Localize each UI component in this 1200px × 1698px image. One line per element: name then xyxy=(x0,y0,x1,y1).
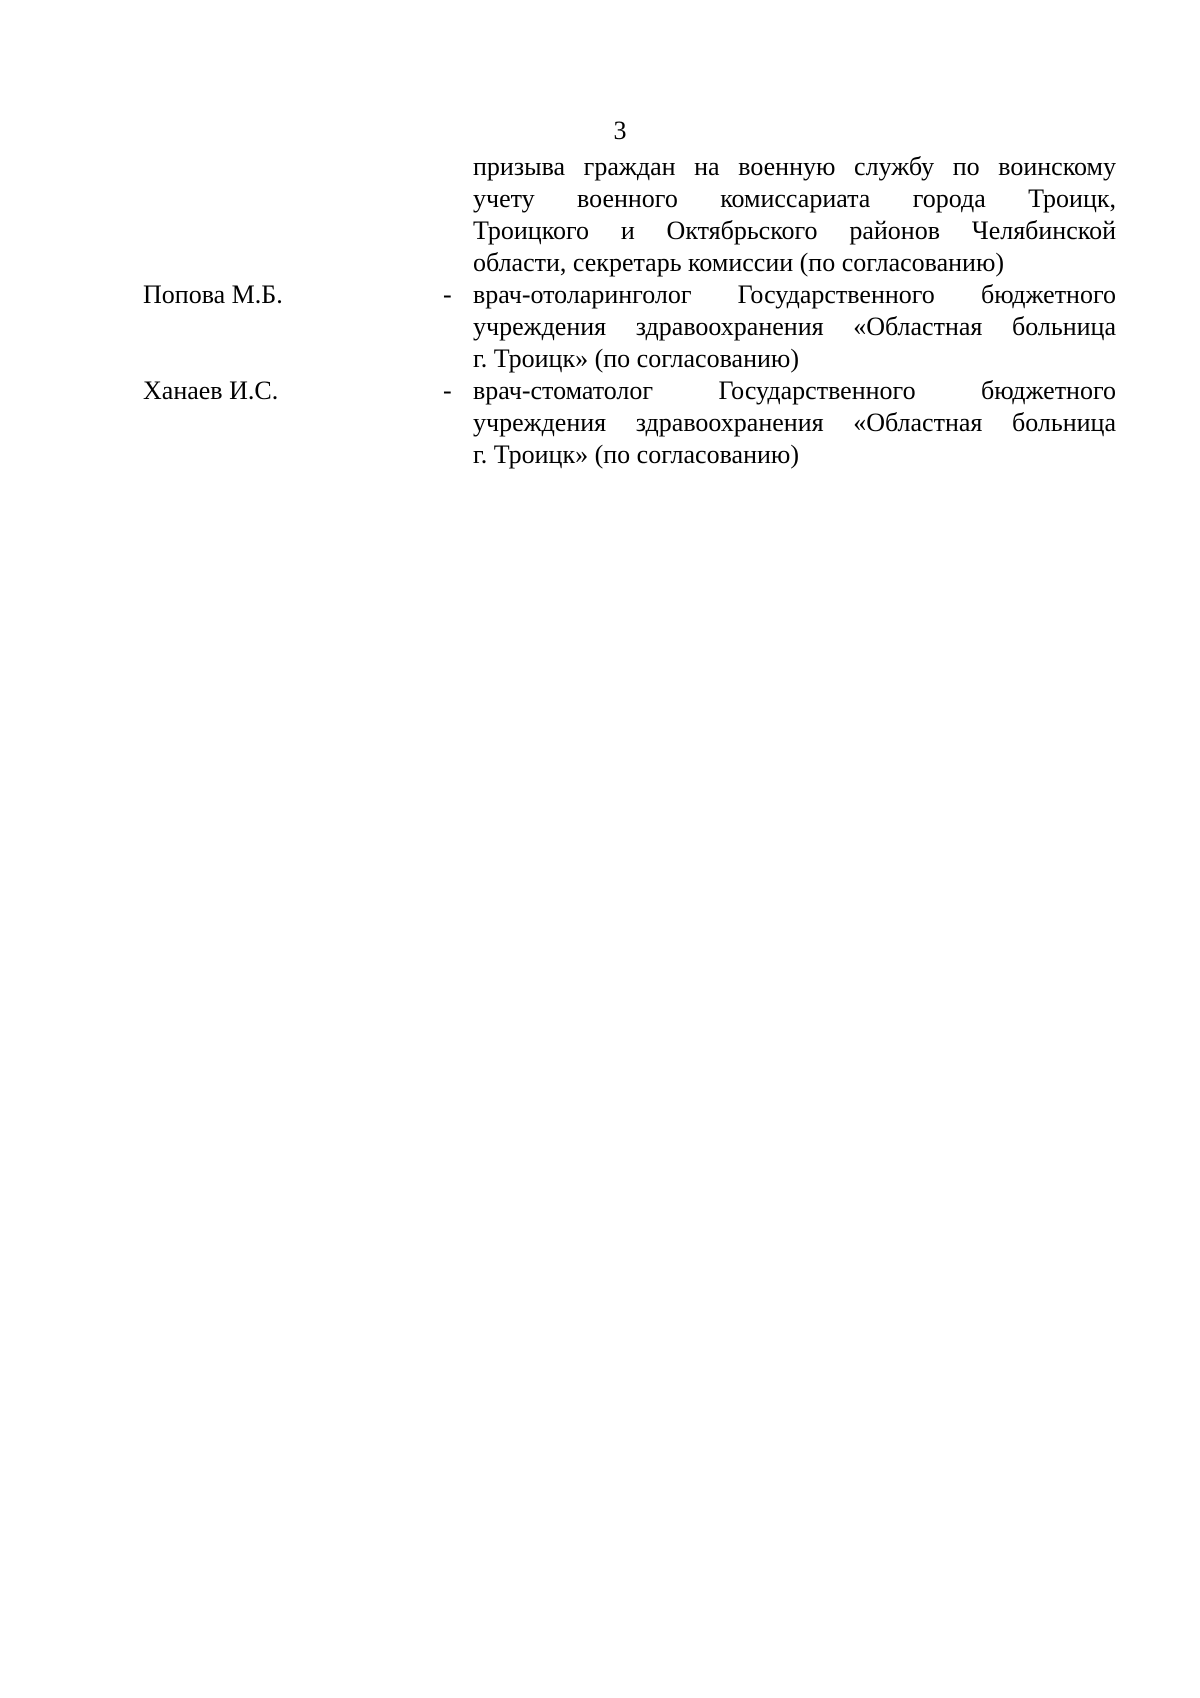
description-line: врач-отоларинголог Государственного бюджетного xyxy=(473,280,1116,309)
continuation-description xyxy=(473,151,1116,279)
page-number: 3 xyxy=(613,116,627,145)
description-line: области, секретарь комиссии (по согласованию) xyxy=(473,248,1005,277)
member-entry-khanaev xyxy=(143,375,1123,471)
description-line: учреждения здравоохранения «Областная больница xyxy=(473,408,1116,437)
member-name: Ханаев И.С. xyxy=(143,376,279,405)
member-description xyxy=(473,279,1116,375)
member-dash: - xyxy=(443,280,452,309)
description-line: врач-стоматолог Государственного бюджетного xyxy=(473,376,1116,405)
description-line: призыва граждан на военную службу по воинскому xyxy=(473,152,1116,181)
description-line: учету военного комиссариата города Троицк, xyxy=(473,184,1116,213)
member-entry-popova xyxy=(143,279,1123,375)
description-line: г. Троицк» (по согласованию) xyxy=(473,440,799,469)
description-line: Троицкого и Октябрьского районов Челябинской xyxy=(473,216,1116,245)
description-line: учреждения здравоохранения «Областная больница xyxy=(473,312,1116,341)
member-name: Попова М.Б. xyxy=(143,280,283,309)
member-dash: - xyxy=(443,376,452,405)
member-description xyxy=(473,375,1116,471)
continuation-entry xyxy=(143,151,1123,279)
description-line: г. Троицк» (по согласованию) xyxy=(473,344,799,373)
commission-member-list xyxy=(143,151,1123,471)
